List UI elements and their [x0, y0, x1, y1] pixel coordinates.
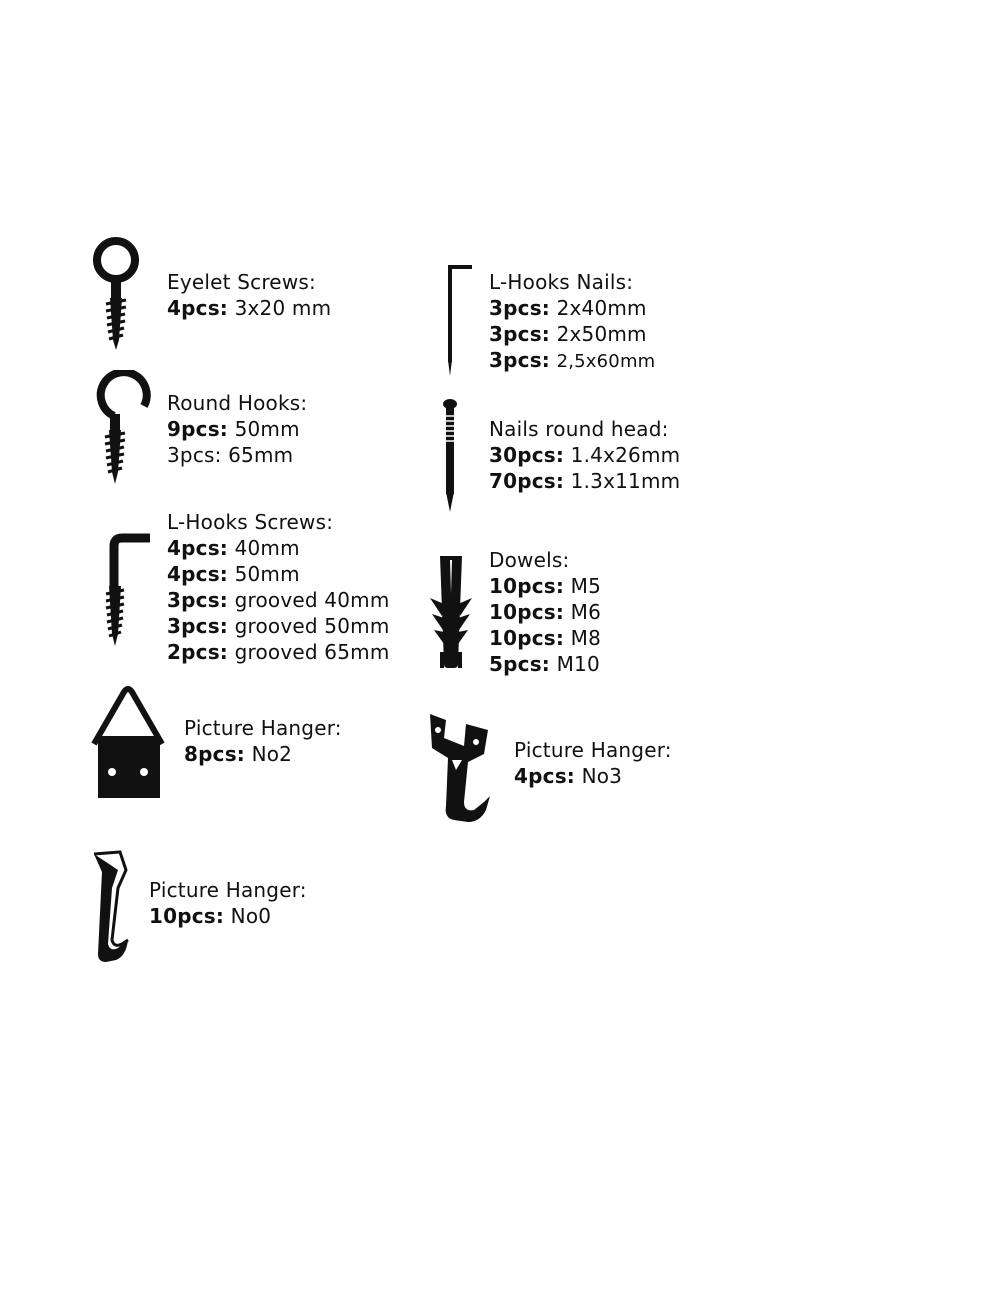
item-spec: 40mm [234, 536, 300, 560]
item-qty: 4pcs: [167, 536, 228, 560]
picture-hanger-no2-icon [88, 684, 168, 802]
picture-hanger-no0-icon [88, 848, 134, 966]
item-qty: 3pcs: [167, 588, 228, 612]
item-line [149, 903, 307, 929]
item-spec: 3pcs: 65mm [167, 443, 294, 467]
item-title: L-Hooks Nails: [489, 270, 634, 294]
item-line [167, 561, 390, 587]
item-spec: No3 [581, 764, 623, 788]
item-line [167, 613, 390, 639]
l-hook-screw-icon [100, 530, 156, 648]
item-line [167, 587, 390, 613]
picture-hanger-no3-icon [424, 710, 494, 826]
item-spec: 2x40mm [556, 296, 647, 320]
item-line [184, 741, 342, 767]
item-spec: 3x20 mm [234, 296, 332, 320]
item-line [489, 468, 680, 494]
item-line [489, 321, 655, 347]
item-line [167, 442, 307, 468]
item-qty: 10pcs: [489, 574, 565, 598]
item-line [489, 295, 655, 321]
eyelet-screw-icon [88, 236, 148, 352]
item-title: Picture Hanger: [514, 738, 672, 762]
item-spec: 2x50mm [556, 322, 647, 346]
item-qty: 9pcs: [167, 417, 228, 441]
item-qty: 4pcs: [167, 296, 228, 320]
item-qty: 3pcs: [489, 348, 550, 372]
item-spec: 1.3x11mm [570, 469, 681, 493]
item-line [167, 535, 390, 561]
item-title: L-Hooks Screws: [167, 510, 334, 534]
item-spec: M10 [556, 652, 600, 676]
item-spec: grooved 65mm [234, 640, 390, 664]
item-line [489, 599, 601, 625]
item-line [489, 651, 601, 677]
item-line [489, 573, 601, 599]
dowel-icon [428, 554, 474, 672]
item-qty: 3pcs: [489, 296, 550, 320]
item-spec: grooved 50mm [234, 614, 390, 638]
item-line [489, 442, 680, 468]
item-qty: 10pcs: [149, 904, 225, 928]
item-line [489, 347, 655, 375]
item-qty: 4pcs: [514, 764, 575, 788]
item-title: Picture Hanger: [184, 716, 342, 740]
item-spec: grooved 40mm [234, 588, 390, 612]
item-qty: 4pcs: [167, 562, 228, 586]
item-line [167, 639, 390, 665]
item-spec: No0 [230, 904, 272, 928]
item-spec: M5 [570, 574, 602, 598]
item-line [167, 416, 307, 442]
item-line [167, 295, 331, 321]
item-title: Nails round head: [489, 417, 669, 441]
item-title: Picture Hanger: [149, 878, 307, 902]
item-qty: 8pcs: [184, 742, 245, 766]
item-spec: 50mm [234, 562, 300, 586]
round-hook-icon [88, 370, 154, 486]
item-spec: 2,5x60mm [556, 351, 656, 372]
item-qty: 10pcs: [489, 600, 565, 624]
item-title: Eyelet Screws: [167, 270, 316, 294]
round-head-nail-icon [436, 396, 466, 514]
item-spec: 1.4x26mm [570, 443, 681, 467]
item-line [489, 625, 601, 651]
item-line [514, 763, 672, 789]
item-spec: 50mm [234, 417, 300, 441]
item-qty: 3pcs: [167, 614, 228, 638]
item-spec: M6 [570, 600, 602, 624]
item-qty: 3pcs: [489, 322, 550, 346]
item-qty: 30pcs: [489, 443, 565, 467]
item-qty: 10pcs: [489, 626, 565, 650]
l-hook-nail-icon [440, 262, 480, 380]
item-spec: M8 [570, 626, 602, 650]
item-qty: 70pcs: [489, 469, 565, 493]
item-title: Dowels: [489, 548, 570, 572]
item-qty: 5pcs: [489, 652, 550, 676]
item-title: Round Hooks: [167, 391, 308, 415]
item-qty: 2pcs: [167, 640, 228, 664]
item-spec: No2 [251, 742, 293, 766]
